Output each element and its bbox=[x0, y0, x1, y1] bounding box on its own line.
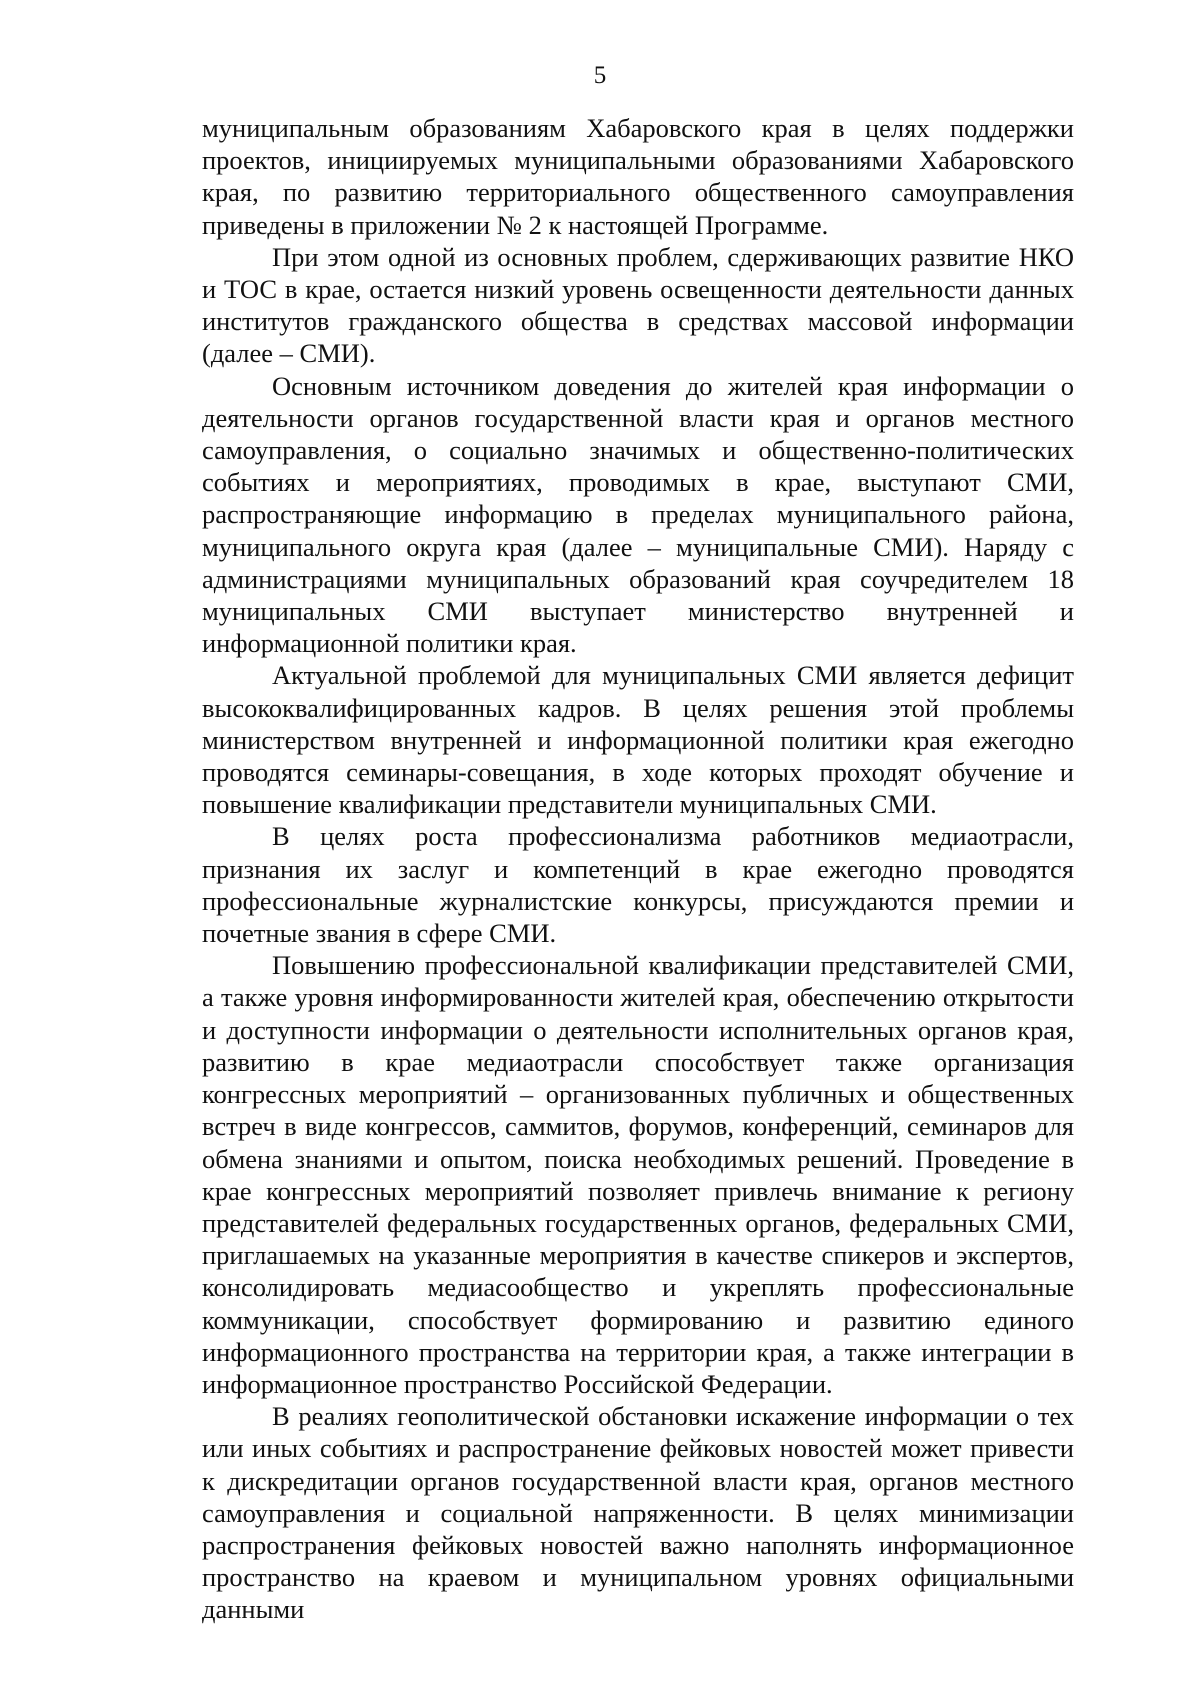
paragraph-staff-shortage: Актуальной проблемой для муниципальных СМИ является дефицит высококвалифицированных кадров. В целях решения этой проблемы министерством внутренней и информационной политики края ежегодно проводятся семинары-совещания, в ходе которых проходят обучение и повышение квалификации представители муниципальных СМИ. bbox=[202, 660, 1074, 820]
paragraph-nko-tos-problem: При этом одной из основных проблем, сдерживающих развитие НКО и ТОС в крае, остается низкий уровень освещенности деятельности данных институтов гражданского общества в средствах массовой информации (далее – СМИ). bbox=[202, 241, 1074, 369]
paragraph-main-source-smi: Основным источником доведения до жителей края информации о деятельности органов государственной власти края и органов местного самоуправления, о социально значимых и общественно-политических событиях и мероприятиях, проводимых в крае, выступают СМИ, распространяющие информацию в пределах муниципального района, муниципального округа края (далее – муниципальные СМИ). Наряду с администрациями муниципальных образований края соучредителем 18 муниципальных СМИ выступает министерство внутренней и информационной политики края. bbox=[202, 370, 1074, 659]
paragraph-fake-news: В реалиях геополитической обстановки искажение информации о тех или иных событиях и распространение фейковых новостей может привести к дискредитации органов государственной власти края, органов местного самоуправления и социальной напряженности. В целях минимизации распространения фейковых новостей важно наполнять информационное пространство на краевом и муниципальном уровнях официальными данными bbox=[202, 1401, 1074, 1625]
paragraph-continuation: муниципальным образованиям Хабаровского края в целях поддержки проектов, инициируемых муниципальными образованиями Хабаровского края, по развитию территориального общественного самоуправления приведены в приложении № 2 к настоящей Программе. bbox=[202, 113, 1074, 240]
paragraph-congress-events: Повышению профессиональной квалификации представителей СМИ, а также уровня информированности жителей края, обеспечению открытости и доступности информации о деятельности исполнительных органов края, развитию в крае медиаотрасли способствует также организация конгрессных мероприятий – организованных публичных и общественных встреч в виде конгрессов, саммитов, форумов, конференций, семинаров для обмена знаниями и опытом, поиска необходимых решений. Проведение в крае конгрессных мероприятий позволяет привлечь внимание к региону представителей федеральных государственных органов, федеральных СМИ, приглашаемых на указанные мероприятия в качестве спикеров и экспертов, консолидировать медиасообщество и укреплять профессиональные коммуникации, способствует формированию и развитию единого информационного пространства на территории края, а также интеграции в информационное пространство Российской Федерации. bbox=[202, 950, 1074, 1399]
document-body bbox=[202, 112, 1074, 1626]
paragraph-professionalism: В целях роста профессионализма работников медиаотрасли, признания их заслуг и компетенций в крае ежегодно проводятся профессиональные журналистские конкурсы, присуждаются премии и почетные звания в сфере СМИ. bbox=[202, 821, 1074, 949]
page-number: 5 bbox=[593, 62, 607, 89]
